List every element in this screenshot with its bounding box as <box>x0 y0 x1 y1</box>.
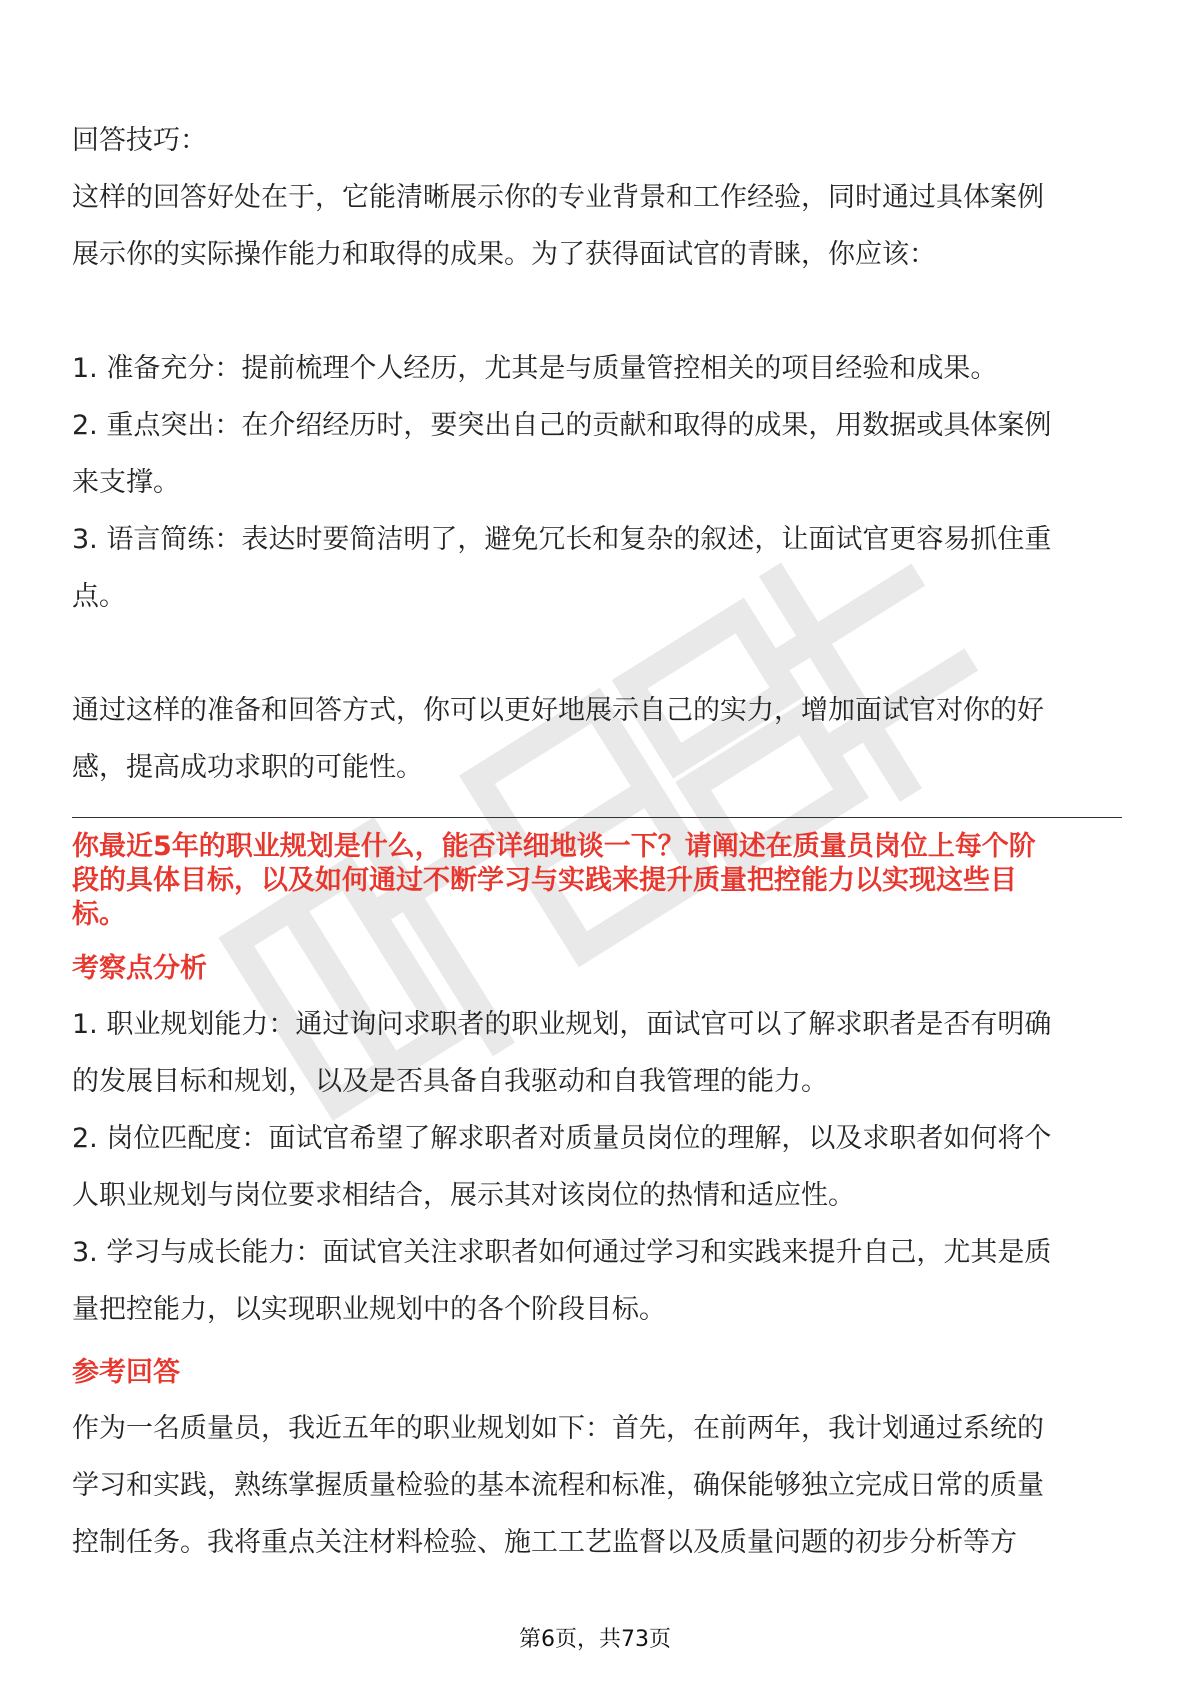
question-line: 你最近5年的职业规划是什么，能否详细地谈一下？请阐述在质量员岗位上每个阶 <box>72 831 1036 862</box>
analysis-heading: 考察点分析 <box>72 953 207 984</box>
answer-line: 学习和实践，熟练掌握质量检验的基本流程和标准，确保能够独立完成日常的质量 <box>72 1470 1044 1501</box>
analysis-line: 2. 岗位匹配度：面试官希望了解求职者对质量员岗位的理解，以及求职者如何将个 <box>72 1123 1052 1154</box>
tip-line: 来支撑。 <box>72 467 180 498</box>
tip-line: 3. 语言简练：表达时要简洁明了，避免冗长和复杂的叙述，让面试官更容易抓住重 <box>72 524 1052 555</box>
section-divider <box>72 817 1122 818</box>
tip-line: 1. 准备充分：提前梳理个人经历，尤其是与质量管控相关的项目经验和成果。 <box>72 353 998 384</box>
tip-line: 2. 重点突出：在介绍经历时，要突出自己的贡献和取得的成果，用数据或具体案例 <box>72 410 1052 441</box>
answer-line: 控制任务。我将重点关注材料检验、施工工艺监督以及质量问题的初步分析等方 <box>72 1527 1017 1558</box>
closing-line: 通过这样的准备和回答方式，你可以更好地展示自己的实力，增加面试官对你的好 <box>72 695 1044 726</box>
page-footer: 第6页，共73页 <box>519 1627 671 1652</box>
intro-line: 展示你的实际操作能力和取得的成果。为了获得面试官的青睐，你应该： <box>72 239 936 270</box>
question-line: 标。 <box>72 899 126 930</box>
analysis-line: 人职业规划与岗位要求相结合，展示其对该岗位的热情和适应性。 <box>72 1180 855 1211</box>
analysis-line: 量把控能力，以实现职业规划中的各个阶段目标。 <box>72 1294 666 1325</box>
question-line: 段的具体目标，以及如何通过不断学习与实践来提升质量把控能力以实现这些目 <box>72 865 1017 896</box>
analysis-line: 3. 学习与成长能力：面试官关注求职者如何通过学习和实践来提升自己，尤其是质 <box>72 1237 1052 1268</box>
closing-line: 感，提高成功求职的可能性。 <box>72 752 423 783</box>
tip-line: 点。 <box>72 581 126 612</box>
spacer <box>72 283 1122 340</box>
intro-line: 这样的回答好处在于，它能清晰展示你的专业背景和工作经验，同时通过具体案例 <box>72 182 1044 213</box>
answer-heading: 参考回答 <box>72 1357 180 1388</box>
analysis-line: 1. 职业规划能力：通过询问求职者的职业规划，面试官可以了解求职者是否有明确 <box>72 1009 1052 1040</box>
answer-line: 作为一名质量员，我近五年的职业规划如下：首先，在前两年，我计划通过系统的 <box>72 1413 1044 1444</box>
analysis-line: 的发展目标和规划，以及是否具备自我驱动和自我管理的能力。 <box>72 1066 828 1097</box>
document-body <box>72 112 1122 1571</box>
tips-label: 回答技巧： <box>72 125 207 156</box>
spacer <box>72 625 1122 682</box>
